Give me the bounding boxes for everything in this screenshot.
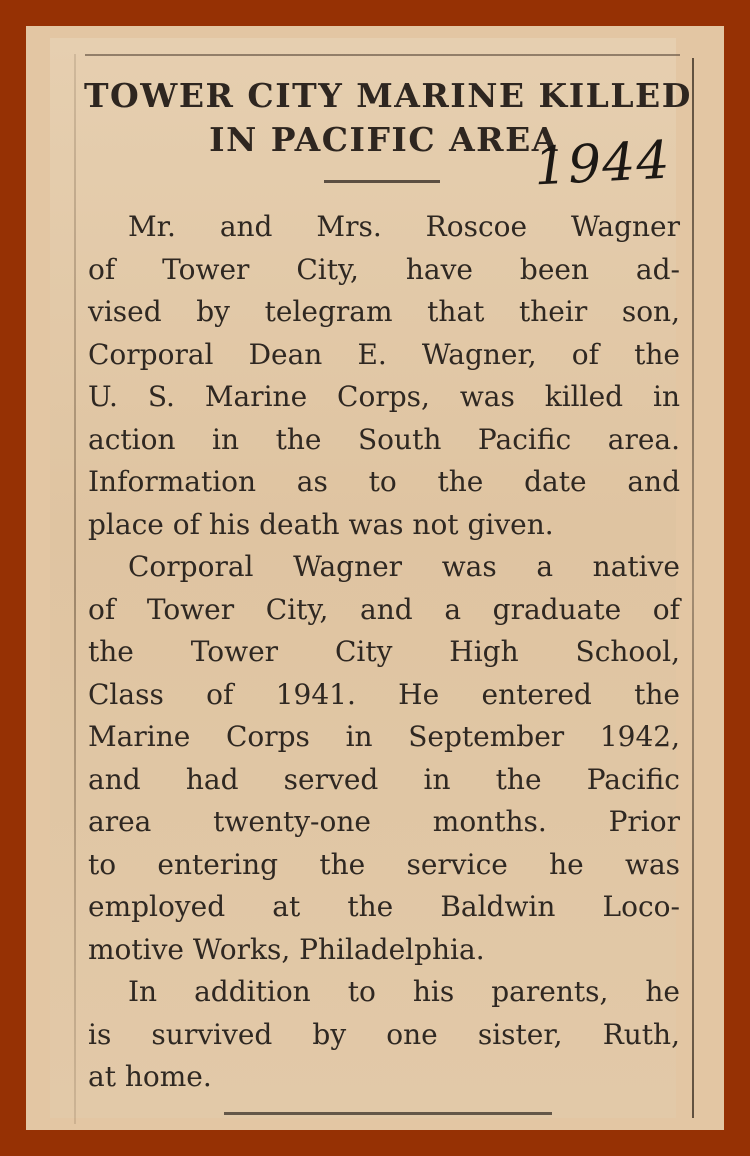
text-line: U. S. Marine Corps, was killed in [88, 380, 680, 413]
text-line: to entering the service he was [88, 847, 680, 881]
photo-frame [26, 26, 724, 1130]
newspaper-clipping [50, 38, 692, 1118]
text-line: of Tower City, have been ad- [88, 252, 680, 286]
paragraph-3 [88, 971, 680, 1099]
text-line: the Tower City High School, [88, 635, 680, 668]
paragraph-1 [88, 206, 680, 546]
headline-line-1: TOWER CITY MARINE KILLED [84, 76, 692, 115]
headline-divider [324, 180, 440, 183]
article-body [88, 206, 680, 1099]
text-line: vised by telegram that their son, [88, 295, 680, 328]
text-line: Corporal Dean E. Wagner, of the [88, 337, 680, 371]
bottom-rule [224, 1112, 552, 1115]
text-line: at home. [88, 1060, 212, 1093]
text-line: and had served in the Pacific [88, 762, 680, 796]
top-rule [85, 54, 680, 56]
column-rule-right [692, 58, 694, 1118]
text-line: action in the South Pacific area. [88, 422, 680, 456]
text-line: is survived by one sister, Ruth, [88, 1017, 680, 1051]
handwritten-year: 1944 [532, 130, 672, 198]
text-line: place of his death was not given. [88, 507, 554, 541]
headline-line-2: IN PACIFIC AREA [209, 120, 559, 159]
text-line: Class of 1941. He entered the [88, 677, 680, 711]
clipping-left-edge [74, 54, 76, 1124]
text-line: Mr. and Mrs. Roscoe Wagner [128, 210, 680, 243]
text-line: of Tower City, and a graduate of [88, 592, 680, 626]
text-line: Information as to the date and [88, 465, 680, 498]
text-line: Marine Corps in September 1942, [88, 720, 680, 753]
text-line: area twenty-one months. Prior [88, 805, 680, 838]
paragraph-2 [88, 546, 680, 971]
text-line: In addition to his parents, he [128, 975, 680, 1008]
text-line: motive Works, Philadelphia. [88, 932, 485, 966]
text-line: employed at the Baldwin Loco- [88, 890, 680, 923]
text-line: Corporal Wagner was a native [128, 550, 680, 583]
